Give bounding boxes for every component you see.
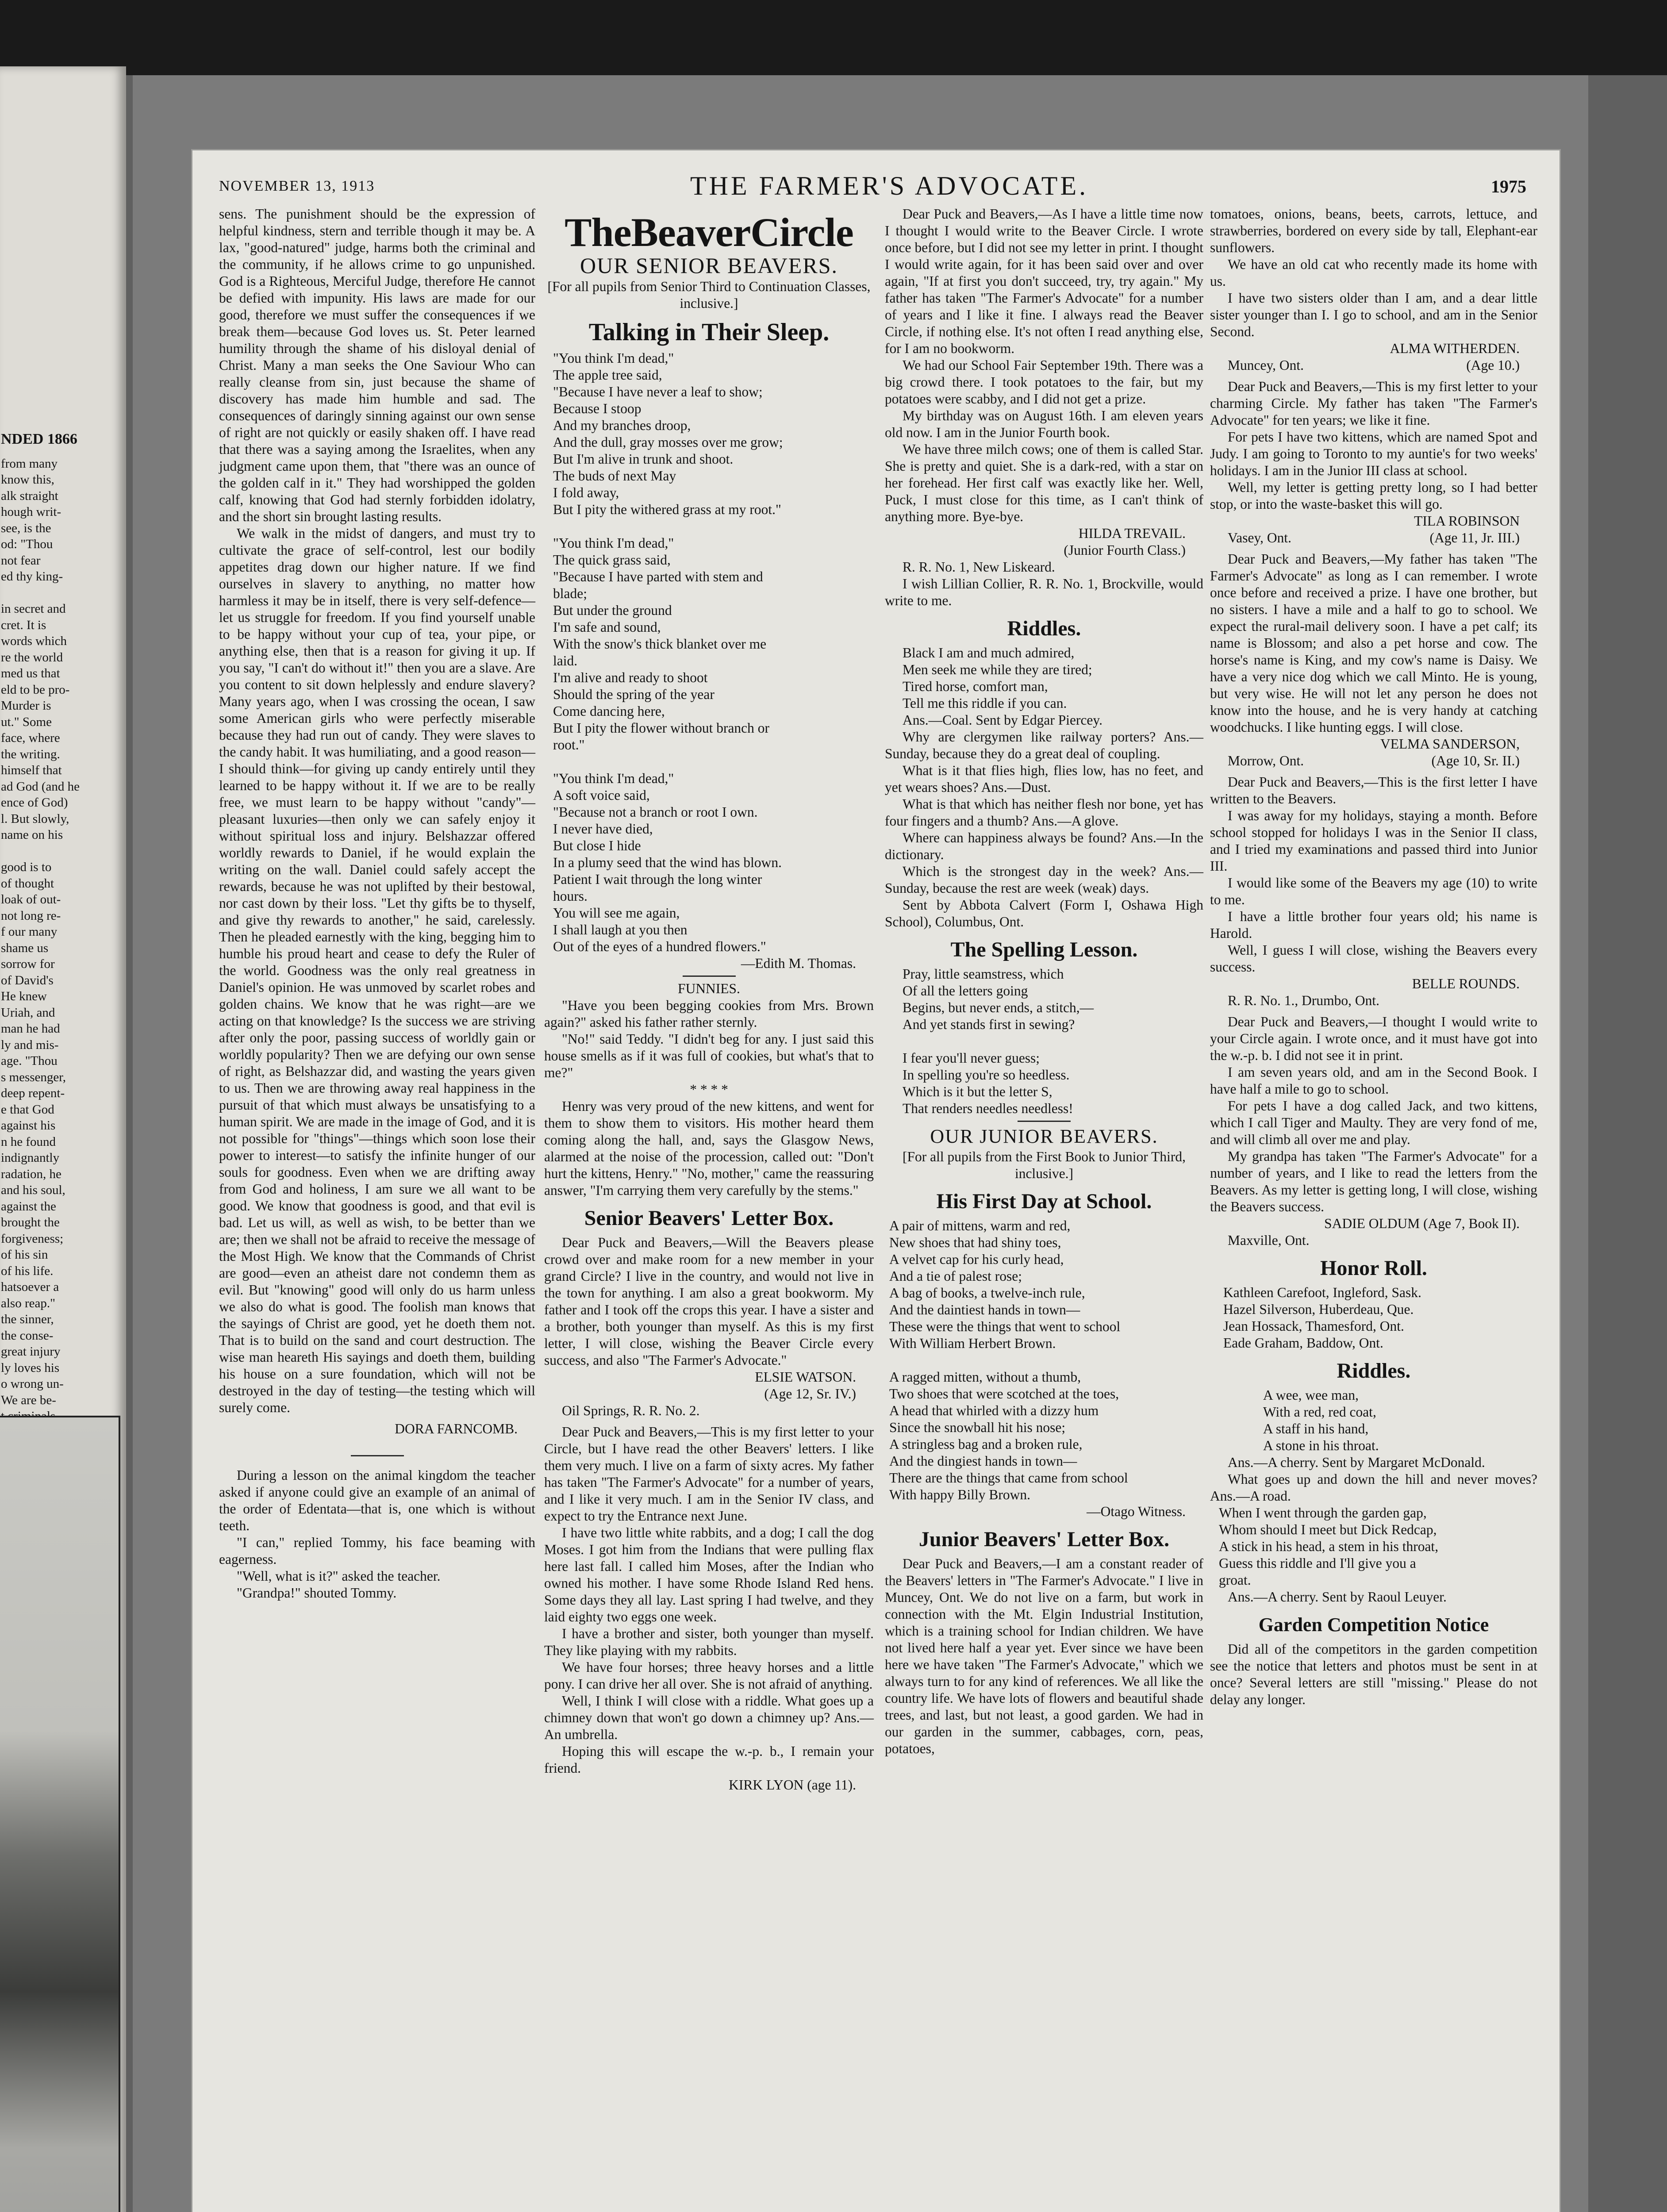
scan-border-top — [0, 0, 1667, 75]
letter-paragraph: Hoping this will escape the w.-p. b., I remain your friend. — [544, 1743, 874, 1776]
column-2 — [544, 206, 874, 1793]
letter-paragraph: tomatoes, onions, beans, beets, carrots, lettuce, and strawberries, bordered on every side by tall, Elephant-ear sunflowers. — [1210, 206, 1537, 255]
anecdote-paragraph: "I can," replied Tommy, his face beaming with eagerness. — [219, 1535, 535, 1567]
letter-paragraph: Dear Puck and Beavers,—This is the first letter I have written to the Beavers. — [1210, 774, 1537, 806]
previous-page-line: re the world — [1, 650, 63, 664]
letter-signature: BELLE ROUNDS. — [1412, 976, 1520, 991]
letter-signature: VELMA SANDERSON, — [1380, 736, 1520, 752]
letter-signature: ELSIE WATSON. — [755, 1369, 856, 1385]
riddle-answer: Ans.—Coal. Sent by Edgar Piercey. — [903, 712, 1102, 728]
article-signature: DORA FARNCOMB. — [395, 1421, 518, 1436]
letter-paragraph: Well, my letter is getting pretty long, so I had better stop, or into the waste-basket this will go. — [1210, 480, 1537, 512]
previous-page-line: of David's — [1, 973, 54, 987]
previous-page-line: shame us — [1, 941, 49, 955]
riddle-answer: Ans.—A cherry. Sent by Margaret McDonald. — [1228, 1455, 1485, 1470]
letter-paragraph: I would like some of the Beavers my age (10) to write to me. — [1210, 875, 1537, 907]
letter-paragraph: For pets I have two kittens, which are named Spot and Judy. I am going to Toronto to my auntie's for two weeks' holidays. I am in the Junior III class at school. — [1210, 429, 1537, 478]
letter-signature: TILA ROBINSON — [1414, 513, 1520, 529]
previous-page-line: ad God (and he — [1, 779, 80, 794]
previous-page-line: loak of out- — [1, 892, 61, 906]
previous-page-line: and his soul, — [1, 1183, 65, 1197]
previous-page-fragment — [0, 66, 126, 2212]
funnies-paragraph: "No!" said Teddy. "I didn't beg for any. I just said this house smells as if it was full of cookies, but what's that to me?" — [544, 1031, 874, 1080]
previous-page-line — [1, 585, 120, 601]
school-poem: A pair of mittens, warm and red, New shoes that had shiny toes, A velvet cap for his curly head, And a tie of palest rose; A bag of books, a twelve-inch rule, And the daintiest hands in town— These were the things that went to school With William Herbert Brown. A ragged mitten, without a thumb, Two shoes that were scotched at the toes, A head that whirled with a dizzy hum Since the snowball hit his nose; A stringless bag and a broken rule, And the dingiest hands in town— There are the things that came from school With happy Billy Brown. — [889, 1218, 1128, 1502]
riddle-text: What is that which has neither flesh nor bone, yet has four fingers and a thumb? Ans.—A glove. — [885, 796, 1203, 829]
previous-page-line: name on his — [1, 828, 63, 842]
letter-address — [1210, 753, 1537, 769]
honor-roll-heading: Honor Roll. — [1320, 1256, 1427, 1280]
previous-page-line: ut." Some — [1, 714, 52, 729]
letter-paragraph: We had our School Fair September 19th. There was a big crowd there. I took potatoes to the fair, but my potatoes were scabby, and I did not get a prize. — [885, 357, 1203, 407]
riddle-text: Where can happiness always be found? Ans.—In the dictionary. — [885, 830, 1203, 862]
previous-page-line: the writing. — [1, 747, 60, 761]
spelling-lesson-poem: Pray, little seamstress, which Of all the letters going Begins, but never ends, a stitch,— And yet stands first in sewing? I fear you'll never guess; In spelling you're so heedless. Which is it but the letter S, That renders needles needless! — [903, 966, 1094, 1116]
previous-page-line: not long re- — [1, 908, 61, 923]
letter-paragraph: I have two sisters older than I am, and a dear little sister younger than I. I go to school, and am in the Senior Second. — [1210, 290, 1537, 339]
senior-letterbox-heading: Senior Beavers' Letter Box. — [584, 1206, 834, 1230]
letter-signature: SADIE OLDUM (Age 7, Book II). — [1324, 1216, 1520, 1231]
previous-page-line: face, where — [1, 731, 60, 745]
letter-signature: HILDA TREVAIL. — [1078, 526, 1186, 541]
letter-class: (Junior Fourth Class.) — [1064, 542, 1186, 558]
letter-address: R. R. No. 1., Drumbo, Ont. — [1228, 993, 1380, 1008]
senior-beavers-heading: OUR SENIOR BEAVERS. — [580, 253, 838, 278]
riddle-text: What goes up and down the hill and never moves? Ans.—A road. — [1210, 1471, 1537, 1504]
riddle-text: Why are clergymen like railway porters? Ans.—Sunday, because they do a great deal of coupling. — [885, 729, 1203, 761]
letter-address: Oil Springs, R. R. No. 2. — [562, 1403, 700, 1418]
previous-page-line: ence of God) — [1, 795, 68, 810]
previous-page-line: see, is the — [1, 521, 51, 535]
previous-page-line: against his — [1, 1118, 56, 1133]
letter-paragraph: We have an old cat who recently made its home with us. — [1210, 257, 1537, 289]
letter-paragraph: We have four horses; three heavy horses and a little pony. I can drive her all over. She is not afraid of anything. — [544, 1659, 874, 1692]
page-header — [192, 150, 1559, 199]
letter-postscript: I wish Lillian Collier, R. R. No. 1, Brockville, would write to me. — [885, 576, 1203, 608]
letter-paragraph: I have two little white rabbits, and a dog; I call the dog Moses. I got him from the Indians that were pulling flax here last fall. I called him Moses, after the Indian who owned his mother. I have some Rhode Island Red hens. Some days they all lay. Last spring I had twelve, and they laid eighty two eggs one week. — [544, 1525, 874, 1624]
previous-page-line: of thought — [1, 876, 54, 891]
letter-age: (Age 10, Sr. II.) — [1431, 753, 1520, 768]
previous-page-line: of his life. — [1, 1263, 54, 1278]
column-3 — [885, 206, 1203, 1757]
previous-page-line: the conse- — [1, 1328, 54, 1343]
divider — [683, 975, 736, 977]
letter-paragraph: My grandpa has taken "The Farmer's Advocate" for a number of years, and I like to read the letters from the Beavers. As my letter is getting long, I will close, wishing the Beavers success. — [1210, 1148, 1537, 1214]
letter-paragraph: Dear Puck and Beavers,—As I have a little time now I thought I would write to the Beaver Circle. I wrote once before, but I did not see my letter in print. I thought I would write again, for it has been said over and over again, "If at first you don't succeed, try, try again." My father has taken "The Farmer's Advocate" for a number of years and I like it fine. I always read the Beaver Circle, if nothing else. It's not often I read anything else, for I am no bookworm. — [885, 206, 1203, 356]
previous-page-text — [0, 66, 120, 1473]
column-1 — [219, 206, 535, 1601]
letter-paragraph: Dear Puck and Beavers,—This is my first letter to your charming Circle. My father has taken "The Farmer's Advocate" for ten years; we like it fine. — [1210, 379, 1537, 428]
previous-page-line: sorrow for — [1, 957, 55, 971]
honor-roll-list: Kathleen Carefoot, Ingleford, Sask. Hazel Silverson, Huberdeau, Que. Jean Hossack, Thamesford, Ont. Eade Graham, Baddow, Ont. — [1223, 1285, 1421, 1351]
riddles-heading: Riddles. — [1007, 617, 1081, 640]
riddle-text: Which is the strongest day in the week? Ans.—Sunday, because the rest are week (weak) days. — [885, 864, 1203, 896]
garden-notice-heading: Garden Competition Notice — [1258, 1614, 1489, 1636]
letter-paragraph: Dear Puck and Beavers,—Will the Beavers please crowd over and make room for a new member in your grand Circle? I live in the country, and would not live in the town for anything. I am also a great bookworm. My father and I took off the crops this year. I have a sister and a brother, both younger than myself. As this is my first letter, I will close, wishing the Beaver Circle every success, and also "The Farmer's Advocate." — [544, 1235, 874, 1368]
issue-date: NOVEMBER 13, 1913 — [219, 178, 375, 194]
letter-paragraph: I have a little brother four years old; his name is Harold. — [1210, 909, 1537, 941]
riddle-verse: Black I am and much admired, Men seek me while they are tired; Tired horse, comfort man, Tell me this riddle if you can. — [903, 645, 1092, 711]
junior-beavers-heading: OUR JUNIOR BEAVERS. — [930, 1125, 1158, 1147]
previous-page-line: hough writ- — [1, 505, 61, 519]
previous-page-line: know this, — [1, 472, 54, 487]
previous-page-line: cret. It is — [1, 618, 46, 632]
previous-page-line: great injury — [1, 1344, 61, 1359]
previous-page-line: against the — [1, 1199, 56, 1214]
previous-page-line: l. But slowly, — [1, 811, 69, 826]
letter-address: Maxville, Ont. — [1228, 1233, 1310, 1248]
previous-page-line: radation, he — [1, 1167, 61, 1181]
previous-page-line: n he found — [1, 1134, 56, 1149]
previous-page-line: man he had — [1, 1022, 60, 1036]
previous-page-line: ly loves his — [1, 1360, 60, 1375]
school-poem-title: His First Day at School. — [936, 1190, 1152, 1213]
column-4 — [1210, 206, 1537, 1708]
anecdote-paragraph: During a lesson on the animal kingdom the teacher asked if anyone could give an example of an animal of the order of Edentata—that is, one which is without teeth. — [219, 1467, 535, 1533]
previous-page-line: Murder is — [1, 699, 51, 713]
letter-paragraph: Dear Puck and Beavers,—I am a constant reader of the Beavers' letters in "The Farmer's Advocate." I live in Muncey, Ont. We do not live on a farm, but work in connection with the Mt. Elgin Industrial Institution, which is a training school for Indian children. We have not lived here half a year yet. Ever since we have been here we have taken "The Farmer's Advocate," which we always turn to for any kind of references. We all like the country life. We have lots of flowers and beautiful shade trees, and last, but not least, a good garden. We had in our garden in the summer, cabbages, corn, peas, potatoes, — [885, 1556, 1203, 1756]
newspaper-page — [192, 150, 1559, 2212]
page-number: 1975 — [1491, 177, 1526, 196]
letter-paragraph: For pets I have a dog called Jack, and two kittens, which I call Tiger and Maulty. They are very fond of me, and will climb all over me and play. — [1210, 1098, 1537, 1147]
previous-page-line: from many — [1, 456, 58, 471]
divider — [351, 1455, 404, 1456]
previous-page-line: forgiveness; — [1, 1231, 64, 1246]
previous-page-line: hatsoever a — [1, 1280, 59, 1294]
poem-author: —Edith M. Thomas. — [741, 956, 856, 971]
previous-page-line: good is to — [1, 860, 52, 874]
spelling-lesson-heading: The Spelling Lesson. — [950, 938, 1138, 961]
poem-title: Talking in Their Sleep. — [588, 319, 830, 346]
riddle-answer: Ans.—A cherry. Sent by Raoul Leuyer. — [1228, 1589, 1447, 1605]
letter-paragraph: Dear Puck and Beavers,—My father has taken "The Farmer's Advocate" as long as I can remember. I wrote once before and received a prize. I have one brother, but no sisters. I have a mile and a half to go to school. We expect the rural-mail delivery soon. I have a pet calf; its name is Blossom; and also a pet horse and cow. The horse's name is King, and my cow's name is Daisy. We have a very nice dog which we call Minto. He is young, but very wise. He will not let any person he does not know into the house, and he is very handy at catching woodchucks. I like hunting eggs. I will close. — [1210, 551, 1537, 735]
publication-title: THE FARMER'S ADVOCATE. — [690, 171, 1089, 200]
letter-signature: KIRK LYON (age 11). — [729, 1777, 856, 1793]
divider — [1018, 1121, 1071, 1122]
previous-page-line: himself that — [1, 763, 62, 777]
letter-signature: ALMA WITHERDEN. — [1390, 341, 1520, 356]
previous-page-line: Uriah, and — [1, 1005, 55, 1020]
riddle-text: What is it that flies high, flies low, has no feet, and yet wears shoes? Ans.—Dust. — [885, 763, 1203, 795]
previous-page-line: We are be- — [1, 1393, 56, 1407]
previous-page-line: indignantly — [1, 1151, 60, 1165]
letter-paragraph: Well, I think I will close with a riddle. What goes up a chimney down that won't go down a chimney up? Ans.—An umbrella. — [544, 1693, 874, 1742]
letter-paragraph: We have three milch cows; one of them is called Star. She is pretty and quiet. She is a dark-red, with a star on her forehead. Her first calf was exactly like her. Well, Puck, I must close for this time, as I can't think of anything more. Bye-bye. — [885, 442, 1203, 524]
previous-page-line: brought the — [1, 1215, 60, 1229]
funnies-heading: FUNNIES. — [678, 981, 740, 996]
previous-page-line — [1, 843, 120, 860]
previous-page-line: ly and mis- — [1, 1037, 59, 1052]
letter-age: (Age 11, Jr. III.) — [1429, 530, 1520, 545]
funnies-paragraph: "Have you been begging cookies from Mrs. Brown again?" asked his father rather sternly. — [544, 998, 874, 1030]
section-masthead: TheBeaverCircle — [565, 210, 853, 255]
letter-paragraph: My birthday was on August 16th. I am eleven years old now. I am in the Junior Fourth book. — [885, 408, 1203, 440]
previous-page-line: ed thy king- — [1, 569, 63, 584]
previous-page-line: in secret and — [1, 602, 66, 616]
senior-beavers-note: [For all pupils from Senior Third to Continuation Classes, inclusive.] — [547, 279, 871, 311]
junior-beavers-note: [For all pupils from the First Book to Junior Third, inclusive.] — [903, 1149, 1186, 1181]
letter-place: Vasey, Ont. — [1228, 530, 1292, 545]
letter-place: Muncey, Ont. — [1228, 357, 1304, 373]
letter-paragraph: I have a brother and sister, both younger than myself. They like playing with my rabbits. — [544, 1626, 874, 1658]
previous-page-line: eld to be pro- — [1, 682, 70, 697]
previous-page-line: o wrong un- — [1, 1377, 64, 1391]
previous-page-line: the sinner, — [1, 1312, 54, 1326]
previous-page-line: e that God — [1, 1102, 54, 1117]
kittens-anecdote: Henry was very proud of the new kittens, and went for them to show them to visitors. His mother heard them coming along the hall, and, says the Glasgow News, alarmed at the noise of the procession, called out: "Don't hurt the kittens, Henry." "No, mother," came the reassuring answer, "I'm carrying them very carefully by the stems." — [544, 1098, 874, 1198]
separator-stars: * * * * — [690, 1082, 728, 1097]
poem-text: "You think I'm dead," The apple tree said, "Because I have never a leaf to show; Because I stoop And my branches droop, And the dull, gray mosses over me grow; But I'm alive in trunk and shoot. The buds of next May I fold away, But I pity the withered grass at my root." "You think I'm dead," The quick grass said, "Because I have parted with stem and blade; But under the ground I'm safe and sound, With the snow's thick blanket over me laid. I'm alive and ready to shoot Should the spring of the year Come dancing here, But I pity the flower without branch or root." "You think I'm dead," A soft voice said, "Because not a branch or root I own. I never have died, But close I hide In a plumy seed that the wind has blown. Patient I wait through the long winter hours. You will see me again, I shall laugh at you then Out of the eyes of a hundred flowers." — [553, 350, 783, 954]
previous-page-line: alk straight — [1, 488, 58, 503]
riddles-heading: Riddles. — [1337, 1359, 1411, 1382]
previous-page-line: age. "Thou — [1, 1054, 58, 1068]
letter-address — [1210, 357, 1537, 374]
letter-place: Morrow, Ont. — [1228, 753, 1304, 768]
letter-address — [1210, 530, 1537, 546]
article-paragraph: We walk in the midst of dangers, and must try to cultivate the grace of self-control, lest our bodily appetites drag down our higher nature. If we find ourselves in slavery to anything, no matter how harmless it may be in itself, there is very self-defence—let us struggle for freedom. If you find yourself unable to be happy without your cup of tea, your pipe, or anything else, then that is a reason for giving it up. If you say, "I can't do without it!" then you are a slave. Are you content to sit down helplessly and endure slavery? Many years ago, when I was crossing the ocean, I saw some American girls who were perfectly miserable because they had run out of candy. They were slaves to the candy habit. It was humiliating, and a good reason—I should think—for giving up candy entirely until they learned to be happy without it. If we are to be really free, we must learn to be happy without "candy"—pleasant luxuries—then only we can safely enjoy it without spiritual loss and injury. Belshazzar offered worldly rewards to Daniel, if he would explain the writing on the wall. Daniel could safely accept the rewards, because he was not uplifted by their bestowal, nor cast down by their loss. "Let thy gifts be to thyself, and give thy rewards to another," he said, carelessly. Then he pleaded earnestly with the king, begging him to humble his proud heart and cease to defy the Ruler of the world. Goodness was the only real greatness in Daniel's opinion. He was unmoved by scarlet robes and golden chains. We know that he was right—are we acting on that knowledge? Is the success we are striving after only the poor, passing success of worldly gain or worldly popularity? Then we are defying our own sense of right, as Belshazzar did, and wasting the years given to us. Then we are throwing away real happiness in the pursuit of that which must always be unsatisfying to a human spirit. We are made in the image of God, and it is not possible for "things"—things which soon lose their power to interest—to satisfy the infinite hunger of our souls for goodness. Even when we are drifting away from God and holiness, I am sure we all want to be good. We know that goodness is good, and that evil is bad. Let us will, as well as wish, to be better than we are; then we shall not be afraid to receive the message of the Most High. We know that the Commands of Christ are good—even an atheist dare not condemn them as evil. But "knowing" good will only do us harm unless we also do what is good. The foolish man knows that the sayings of Christ are good, yet he doeth them not. That is to build on the sand and court destruction. The wise man heareth His sayings and doeth them, building his house on a sure foundation, which will not be destroyed in the day of testing—the testing which will surely come. — [219, 526, 535, 1415]
letter-paragraph: Well, I guess I will close, wishing the Beavers every success. — [1210, 942, 1537, 975]
previous-page-line: s messenger, — [1, 1070, 66, 1084]
previous-page-heading: NDED 1866 — [1, 431, 77, 447]
letter-address: R. R. No. 1, New Liskeard. — [903, 559, 1055, 575]
previous-page-line: words which — [1, 634, 67, 648]
previous-page-line: He knew — [1, 989, 47, 1003]
anecdote-paragraph: "Grandpa!" shouted Tommy. — [237, 1585, 397, 1601]
riddle-verse: When I went through the garden gap, Whom should I meet but Dick Redcap, A stick in his head, a stem in his throat, Guess this riddle and I'll give you a groat. — [1219, 1505, 1439, 1588]
riddle-sender: Sent by Abbota Calvert (Form I, Oshawa High School), Columbus, Ont. — [885, 897, 1203, 929]
letter-paragraph: Dear Puck and Beavers,—I thought I would write to your Circle again. I wrote once, and it must have got into the w.-p. b. I did not see it in print. — [1210, 1014, 1537, 1063]
letter-age: (Age 10.) — [1466, 357, 1520, 373]
letter-paragraph: I was away for my holidays, staying a month. Before school stopped for holidays I was in the Senior II class, and I tried my examinations and passed third into Junior III. — [1210, 808, 1537, 874]
previous-page-line: deep repent- — [1, 1086, 65, 1100]
previous-page-line: od: "Thou — [1, 537, 53, 551]
article-paragraph: sens. The punishment should be the expression of helpful kindness, stern and terrible though it may be. A lax, "good-natured" judge, harms both the criminal and the community, if he allows crime to go unpunished. God is a Righteous, Merciful Judge, therefore He cannot be defied with impunity. His laws are made for our good, therefore we must suffer the consequences if we break them—because God loves us. St. Peter learned humility through the shame of his disloyal denial of Christ. Many a man seeks the One Saviour Who can really cleanse from sin, just because the shame of discovery has made him humble and sad. The consequences of daringly sinning against our own sense of right are not quickly or easily shaken off. I have read that there was a saying among the Israelites, when any judgment came upon them, that "there was an ounce of the golden calf in it." They had worshipped the golden calf, knowing that God had sternly forbidden idolatry, and the short sin brought lasting results. — [219, 206, 535, 524]
junior-letterbox-heading: Junior Beavers' Letter Box. — [918, 1528, 1170, 1551]
letter-age: (Age 12, Sr. IV.) — [764, 1386, 856, 1402]
school-poem-author: —Otago Witness. — [1087, 1504, 1186, 1519]
previous-page-photo — [0, 1416, 120, 2212]
previous-page-line: f our many — [1, 925, 58, 939]
previous-page-line: med us that — [1, 666, 60, 680]
letter-paragraph: I am seven years old, and am in the Second Book. I have half a mile to go to school. — [1210, 1064, 1537, 1097]
scanned-page — [133, 75, 1588, 2212]
previous-page-line: of his sin — [1, 1248, 48, 1262]
anecdote-paragraph: "Well, what is it?" asked the teacher. — [237, 1568, 441, 1584]
letter-paragraph: Dear Puck and Beavers,—This is my first letter to your Circle, but I have read the other Beavers' letters. I like them very much. I live on a farm of sixty acres. My father has taken "The Farmer's Advocate" for a number of years, and I like it very much. I am in the Senior IV class, and expect to try the Entrance next June. — [544, 1424, 874, 1524]
garden-notice-text: Did all of the competitors in the garden competition see the notice that letters and photos must be sent in at once? Several letters are still "missing." Please do not delay any longer. — [1210, 1641, 1537, 1707]
previous-page-line: not fear — [1, 553, 41, 568]
previous-page-line: also reap." — [1, 1296, 55, 1310]
riddle-verse: A wee, wee man, With a red, red coat, A staff in his hand, A stone in his throat. — [1263, 1387, 1379, 1453]
